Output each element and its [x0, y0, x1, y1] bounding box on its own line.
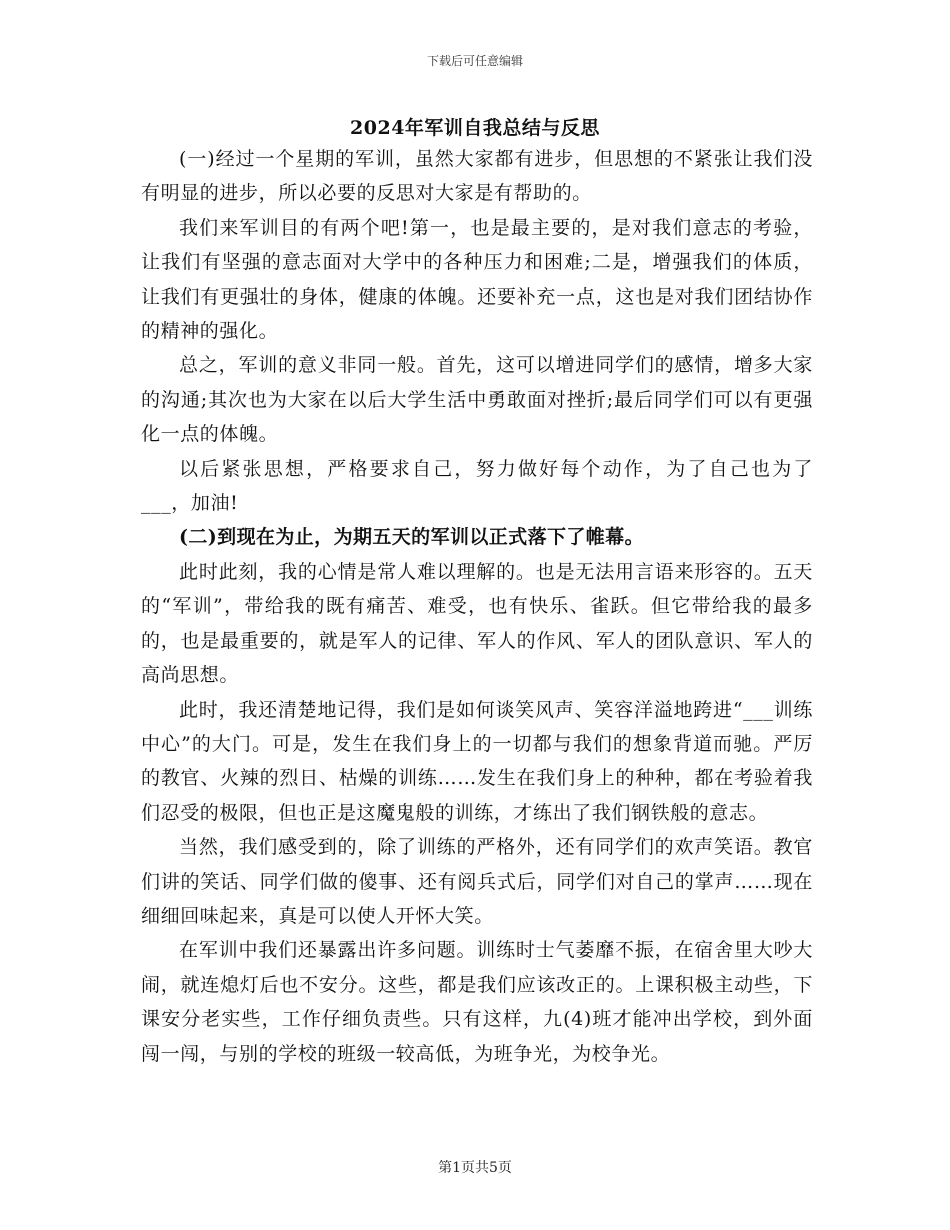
- page-header-note: 下载后可任意编辑: [426, 54, 523, 68]
- document-title: 2024年军训自我总结与反思: [350, 117, 600, 139]
- paragraph-9: 在军训中我们还暴露出许多问题。训练时士气萎靡不振，在宿舍里大吵大闹，就连熄灯后也不安分。这些，都是我们应该改正的。上课积极主动些，下课安分老实些，工作仔细负责些。只有这样，九(4)班才能冲出学校，到外面闯一闯，与别的学校的班级一较高低，为班争光，为校争光。: [141, 939, 813, 1065]
- paragraph-7: 此时，我还清楚地记得，我们是如何谈笑风声、笑容洋溢地跨进“___训练中心”的大门。可是，发生在我们身上的一切都与我们的想象背道而驰。严厉的教官、火辣的烈日、枯燥的训练……发生在我们身上的种种，都在考验着我们忍受的极限，但也正是这魔鬼般的训练，才练出了我们钢铁般的意志。: [141, 698, 813, 824]
- paragraph-1: (一)经过一个星期的军训，虽然大家都有进步，但思想的不紧张让我们没有明显的进步，所以必要的反思对大家是有帮助的。: [141, 148, 813, 205]
- section-heading-2: (二)到现在为止，为期五天的军训以正式落下了帷幕。: [179, 526, 644, 549]
- paragraph-3: 总之，军训的意义非同一般。首先，这可以增进同学们的感情，增多大家的沟通;其次也为大家在以后大学生活中勇敢面对挫折;最后同学们可以有更强化一点的体魄。: [141, 354, 813, 446]
- document-body: [141, 142, 813, 1071]
- paragraph-8: 当然，我们感受到的，除了训练的严格外，还有同学们的欢声笑语。教官们讲的笑话、同学们做的傻事、还有阅兵式后，同学们对自己的掌声……现在细细回味起来，真是可以使人开怀大笑。: [141, 836, 813, 927]
- paragraph-6: 此时此刻，我的心情是常人难以理解的。也是无法用言语来形容的。五天的“军训”，带给我的既有痛苦、难受，也有快乐、雀跃。但它带给我的最多的，也是最重要的，就是军人的记律、军人的作风、军人的团队意识、军人的高尚思想。: [141, 560, 813, 687]
- paragraph-2: 我们来军训目的有两个吧!第一，也是最主要的，是对我们意志的考验，让我们有坚强的意志面对大学中的各种压力和困难;二是，增强我们的体质，让我们有更强壮的身体，健康的体魄。还要补充一点，这也是对我们团结协作的精神的强化。: [141, 216, 813, 343]
- page-number: 第1页共5页: [438, 1160, 512, 1176]
- paragraph-4: 以后紧张思想，严格要求自己，努力做好每个动作，为了自己也为了___，加油!: [141, 457, 813, 515]
